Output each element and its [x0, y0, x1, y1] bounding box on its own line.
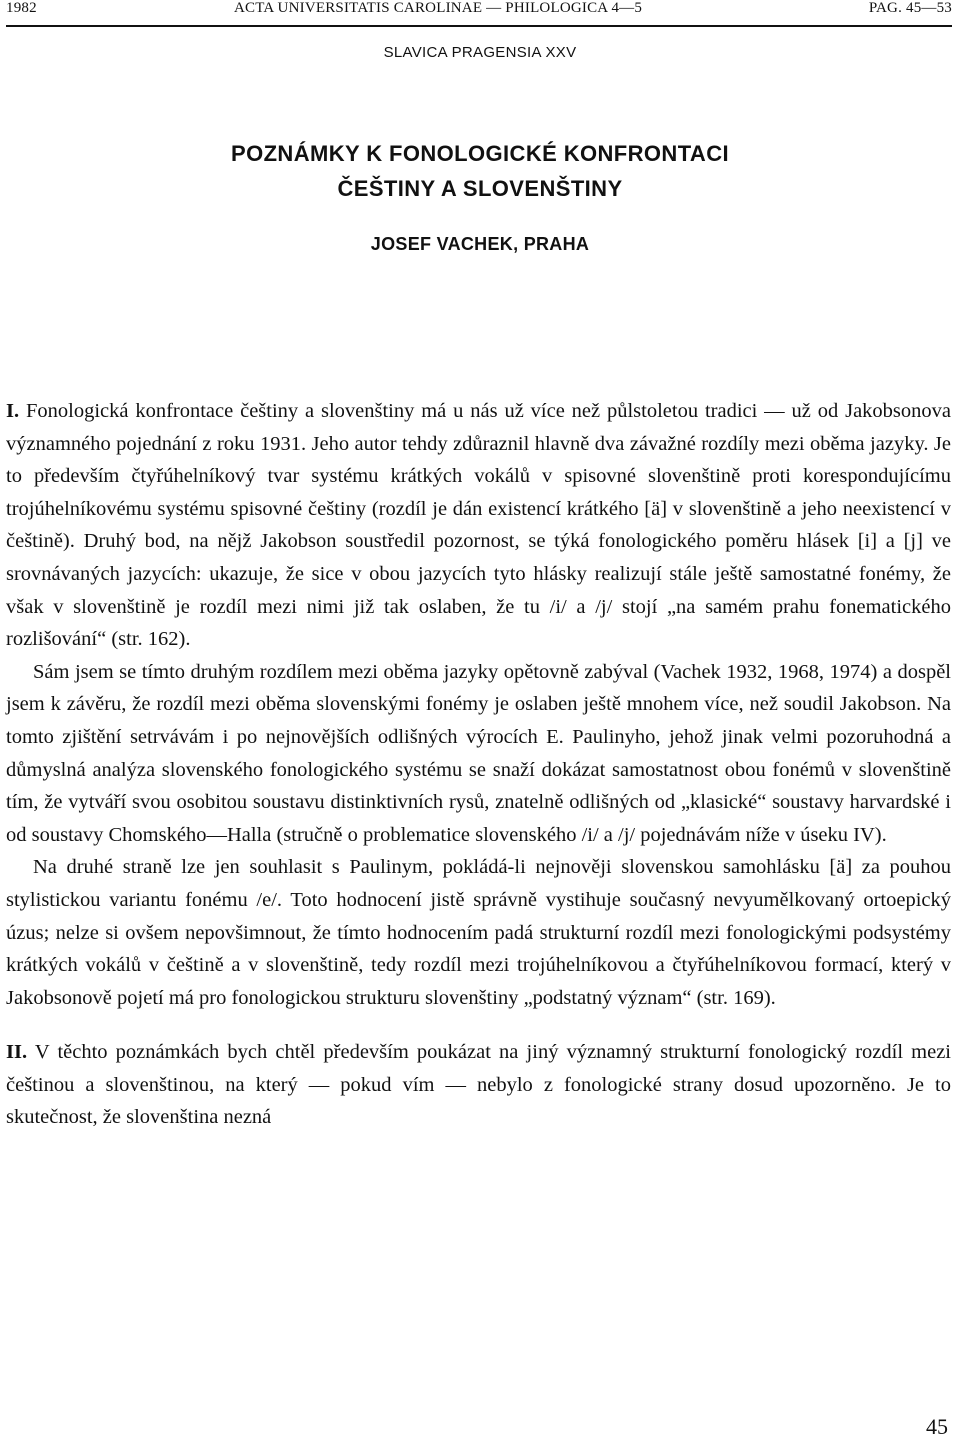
article-title: [0, 136, 960, 206]
header-page-range: PAG. 45—53: [868, 0, 952, 16]
article-author: JOSEF VACHEK, PRAHA: [370, 234, 590, 254]
running-header: [6, 0, 952, 22]
header-year: 1982: [6, 0, 37, 16]
paragraph-text: Fonologická konfrontace češtiny a slovenštiny má u nás už více než půlstoletou tradici — už od Jakobsonova významného pojednání z roku 1931. Jeho autor tehdy zdůraznil hlavně dva závažné rozdíly mezi oběma jazyky. Je to především čtyřúhelníkový tvar systému krátkých vokálů v spisovné slovenštině proti korespondujícímu trojúhelníkovému systému spisovné češtiny (rozdíl je dán existencí krátkého [ä] v slovenštině a jeho neexistencí v češtině). Druhý bod, na nějž Jakobson soustředil pozornost, se týká fonologického poměru hlásek [i] a [j] ve srovnávaných jazycích: ukazuje, že sice v obou jazycích tyto hlásky realizují stále ještě samostatné fonémy, že však v slovenštině je rozdíl mezi nimi již tak oslaben, že tu /i/ a /j/ stojí „na samém prahu fonematického rozlišování“ (str. 162).: [6, 400, 952, 651]
header-rule: [6, 25, 952, 27]
paragraph-1-2: Sám jsem se tímto druhým rozdílem mezi oběma jazyky opětovně zabýval (Vachek 1932, 1968, 1974) a dospěl jsem k závěru, že rozdíl mezi oběma slovenskými fonémy je oslaben ještě mnohem více, než soudil Jakobson. Na tomto zjištění setrvávám i po nejnovějších odlišných výrocích E. Paulinyho, jehož jinak velmi pozoruhodná a důmyslná analýza slovenského fonologického systému se snaží dokázat samostatnost obou fonémů v slovenštině tím, že vytváří svou osobitou soustavu distinktivních rysů, znatelně odlišných od „klasické“ soustavy harvardské i od soustavy Chomského—Halla (stručně o problematice slovenského /i/ a /j/ pojednávám níže v úseku IV).: [6, 660, 951, 846]
article-title-line-1: POZNÁMKY K FONOLOGICKÉ KONFRONTACI: [231, 141, 729, 166]
paragraph-1-1: [6, 395, 951, 656]
article-title-line-2: ČEŠTINY A SLOVENŠTINY: [337, 176, 623, 201]
series-title: SLAVICA PRAGENSIA XXV: [383, 44, 577, 61]
paragraph-text: V těchto poznámkách bych chtěl především poukázat na jiný významný strukturní fonologický rozdíl mezi češtinou a slovenštinou, na který — pokud vím — nebylo z fonologické strany dosud upozorněno. Je to skutečnost, že slovenština nezná: [6, 1041, 951, 1129]
paragraph-1-3: Na druhé straně lze jen souhlasit s Paulinym, pokládá-li nejnověji slovenskou samohlásku [ä] za pouhou stylistickou variantu fonému /e/. Toto hodnocení jistě správně vystihuje současný nevyumělkovaný ortoepický úzus; nelze si ovšem nepovšimnout, že tímto hodnocením padá strukturní rozdíl mezi fonologickými podsystémy krátkých vokálů v češtině a v slovenštině, tedy rozdíl mezi trojúhelníkovou a čtyřúhelníkovou formací, který v Jakobsonově pojetí má pro fonologickou strukturu slovenštiny „podstatný význam“ (str. 169).: [6, 856, 951, 1009]
section-number-1: I.: [6, 400, 20, 422]
paragraph-2-1: [6, 1036, 951, 1134]
article-body: [6, 395, 951, 1134]
section-number-2: II.: [6, 1041, 28, 1064]
header-journal-title: ACTA UNIVERSITATIS CAROLINAE — PHILOLOGICA 4—5: [234, 0, 643, 16]
page-number: 45: [926, 1414, 948, 1439]
